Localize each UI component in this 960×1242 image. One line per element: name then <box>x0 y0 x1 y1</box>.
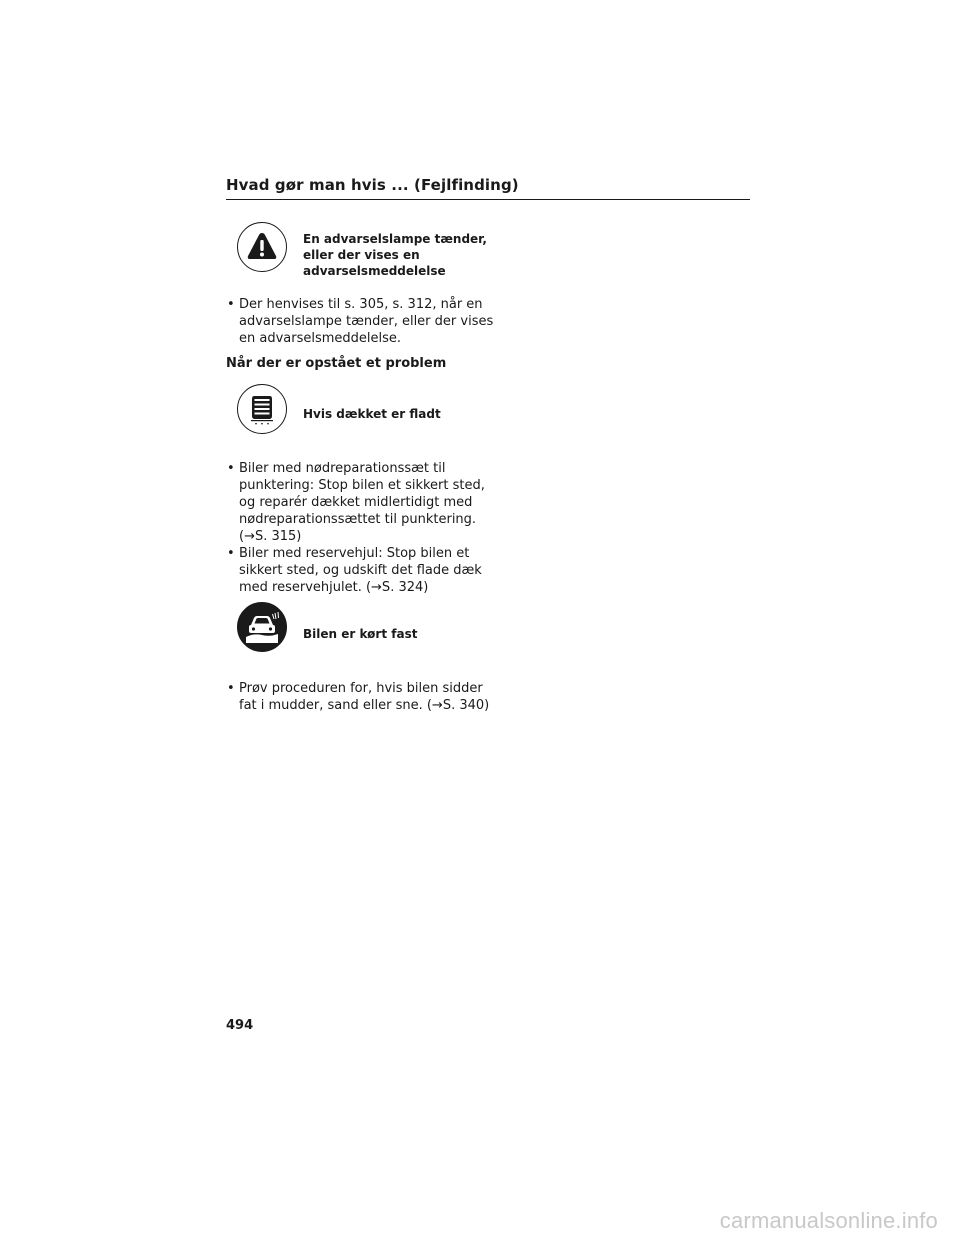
bullet-line: Biler med reservehjul: Stop bilen et <box>239 546 470 561</box>
header-divider <box>226 199 750 200</box>
bullet-line: Prøv proceduren for, hvis bilen sidder <box>239 681 483 696</box>
bullet-line: (→S. 315) <box>239 529 302 544</box>
page-header-title: Hvad gør man hvis ... (Fejlfinding) <box>226 176 519 194</box>
warning-label-line: eller der vises en <box>303 248 420 262</box>
bullet-line: med reservehjulet. (→S. 324) <box>239 580 429 595</box>
watermark: carmanualsonline.info <box>719 1208 938 1233</box>
bullet-item <box>226 460 485 545</box>
bullet-dot: • <box>227 297 235 312</box>
warning-label <box>303 231 487 279</box>
stuck-icon-circle <box>237 602 287 652</box>
tire-icon-circle <box>237 384 287 434</box>
bullet-line: en advarselsmeddelelse. <box>239 331 402 346</box>
tire-label: Hvis dækket er fladt <box>303 407 441 421</box>
bullet-item <box>226 545 482 596</box>
bullet-item <box>226 296 494 347</box>
bullet-item <box>226 680 490 714</box>
bullet-dot: • <box>227 461 235 476</box>
section-heading: Når der er opstået et problem <box>226 356 447 371</box>
bullet-line: punktering: Stop bilen et sikkert sted, <box>239 478 485 493</box>
bullet-line: fat i mudder, sand eller sne. (→S. 340) <box>239 698 490 713</box>
bullet-dot: • <box>227 546 235 561</box>
car-stuck-icon <box>242 607 282 647</box>
bullet-line: nødreparationssættet til punktering. <box>239 512 477 527</box>
warning-label-line: En advarselslampe tænder, <box>303 232 487 246</box>
flat-tire-icon <box>243 390 281 428</box>
bullet-line: sikkert sted, og udskift det flade dæk <box>239 563 482 578</box>
bullet-line: Der henvises til s. 305, s. 312, når en <box>239 297 483 312</box>
bullet-line: advarselslampe tænder, eller der vises <box>239 314 494 329</box>
page-number: 494 <box>226 1018 254 1033</box>
stuck-label: Bilen er kørt fast <box>303 627 418 641</box>
bullet-line: Biler med nødreparationssæt til <box>239 461 446 476</box>
warning-icon-circle <box>237 222 287 272</box>
bullet-line: og reparér dækket midlertidigt med <box>239 495 473 510</box>
warning-label-line: advarselsmeddelelse <box>303 264 446 278</box>
warning-exclamation-icon <box>244 229 280 265</box>
bullet-dot: • <box>227 681 235 696</box>
